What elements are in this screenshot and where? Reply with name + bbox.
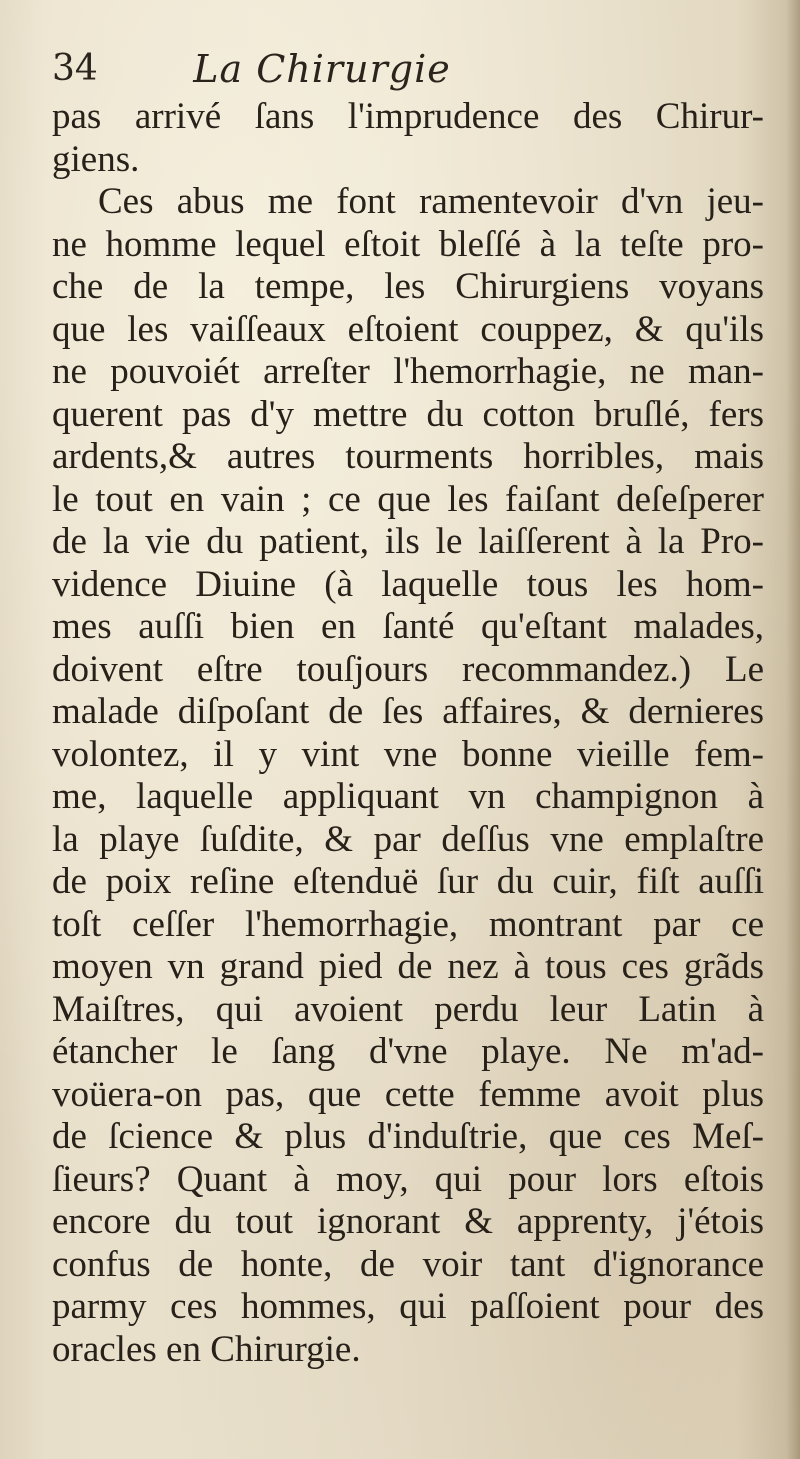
text-line: ne homme lequel eſtoit bleſſé à la teſte pro- (52, 223, 764, 265)
text-line: voüera-on pas, que cette femme avoit plus (52, 1073, 764, 1115)
text-line: oracles en Chirurgie. (52, 1328, 361, 1370)
body-text (52, 96, 764, 1371)
text-line: moyen vn grand pied de nez à tous ces grãds (52, 946, 764, 987)
running-head (52, 44, 752, 94)
text-line: étancher le ſang d'vne playe. Ne m'ad- (52, 1031, 764, 1072)
text-line: mes auſſi bien en ſanté qu'eſtant malades, (52, 606, 764, 647)
running-title: La Chirurgie (193, 47, 451, 91)
text-line: parmy ces hommes, qui paſſoient pour des (52, 1286, 764, 1327)
text-line: ardents,& autres tourments horribles, mais (52, 436, 764, 477)
text-line: que les vaiſſeaux eſtoient couppez, & qu'ils (52, 308, 764, 350)
text-line: querent pas d'y mettre du cotton bruſlé, fers (52, 393, 764, 435)
text-line: volontez, il y vint vne bonne vieille fem- (52, 733, 764, 775)
text-line: malade diſpoſant de ſes affaires, & dernieres (52, 691, 764, 732)
text-line: pas arrivé ſans l'imprudence des Chirur- (52, 96, 764, 137)
text-line: ſieurs? Quant à moy, qui pour lors eſtois (52, 1158, 764, 1200)
text-line: de ſcience & plus d'induſtrie, que ces Meſ- (52, 1116, 764, 1157)
text-line: ne pouvoiét arreſter l'hemorrhagie, ne man- (52, 351, 764, 392)
text-line: doivent eſtre touſjours recommandez.) Le (52, 648, 764, 690)
text-line: toſt ceſſer l'hemorrhagie, montrant par ce (52, 903, 764, 945)
text-line: che de la tempe, les Chirurgiens voyans (52, 266, 764, 307)
page-number: 34 (52, 48, 98, 89)
text-line: Ces abus me font ramentevoir d'vn jeu- (98, 181, 764, 222)
text-line: encore du tout ignorant & apprenty, j'étois (52, 1201, 764, 1242)
text-line: vidence Diuine (à laquelle tous les hom- (52, 563, 764, 605)
text-line: de poix reſine eſtenduë ſur du cuir, fiſt auſſi (52, 861, 764, 902)
text-line: le tout en vain ; ce que les faiſant deſeſperer (52, 478, 764, 520)
text-line: la playe ſuſdite, & par deſſus vne emplaſtre (52, 818, 764, 860)
text-line: giens. (52, 138, 140, 180)
text-line: de la vie du patient, ils le laiſſerent à la Pro- (52, 521, 764, 562)
text-line: Maiſtres, qui avoient perdu leur Latin à (52, 988, 764, 1030)
text-line: confus de honte, de voir tant d'ignorance (52, 1243, 764, 1285)
text-line: me, laquelle appliquant vn champignon à (52, 776, 764, 817)
